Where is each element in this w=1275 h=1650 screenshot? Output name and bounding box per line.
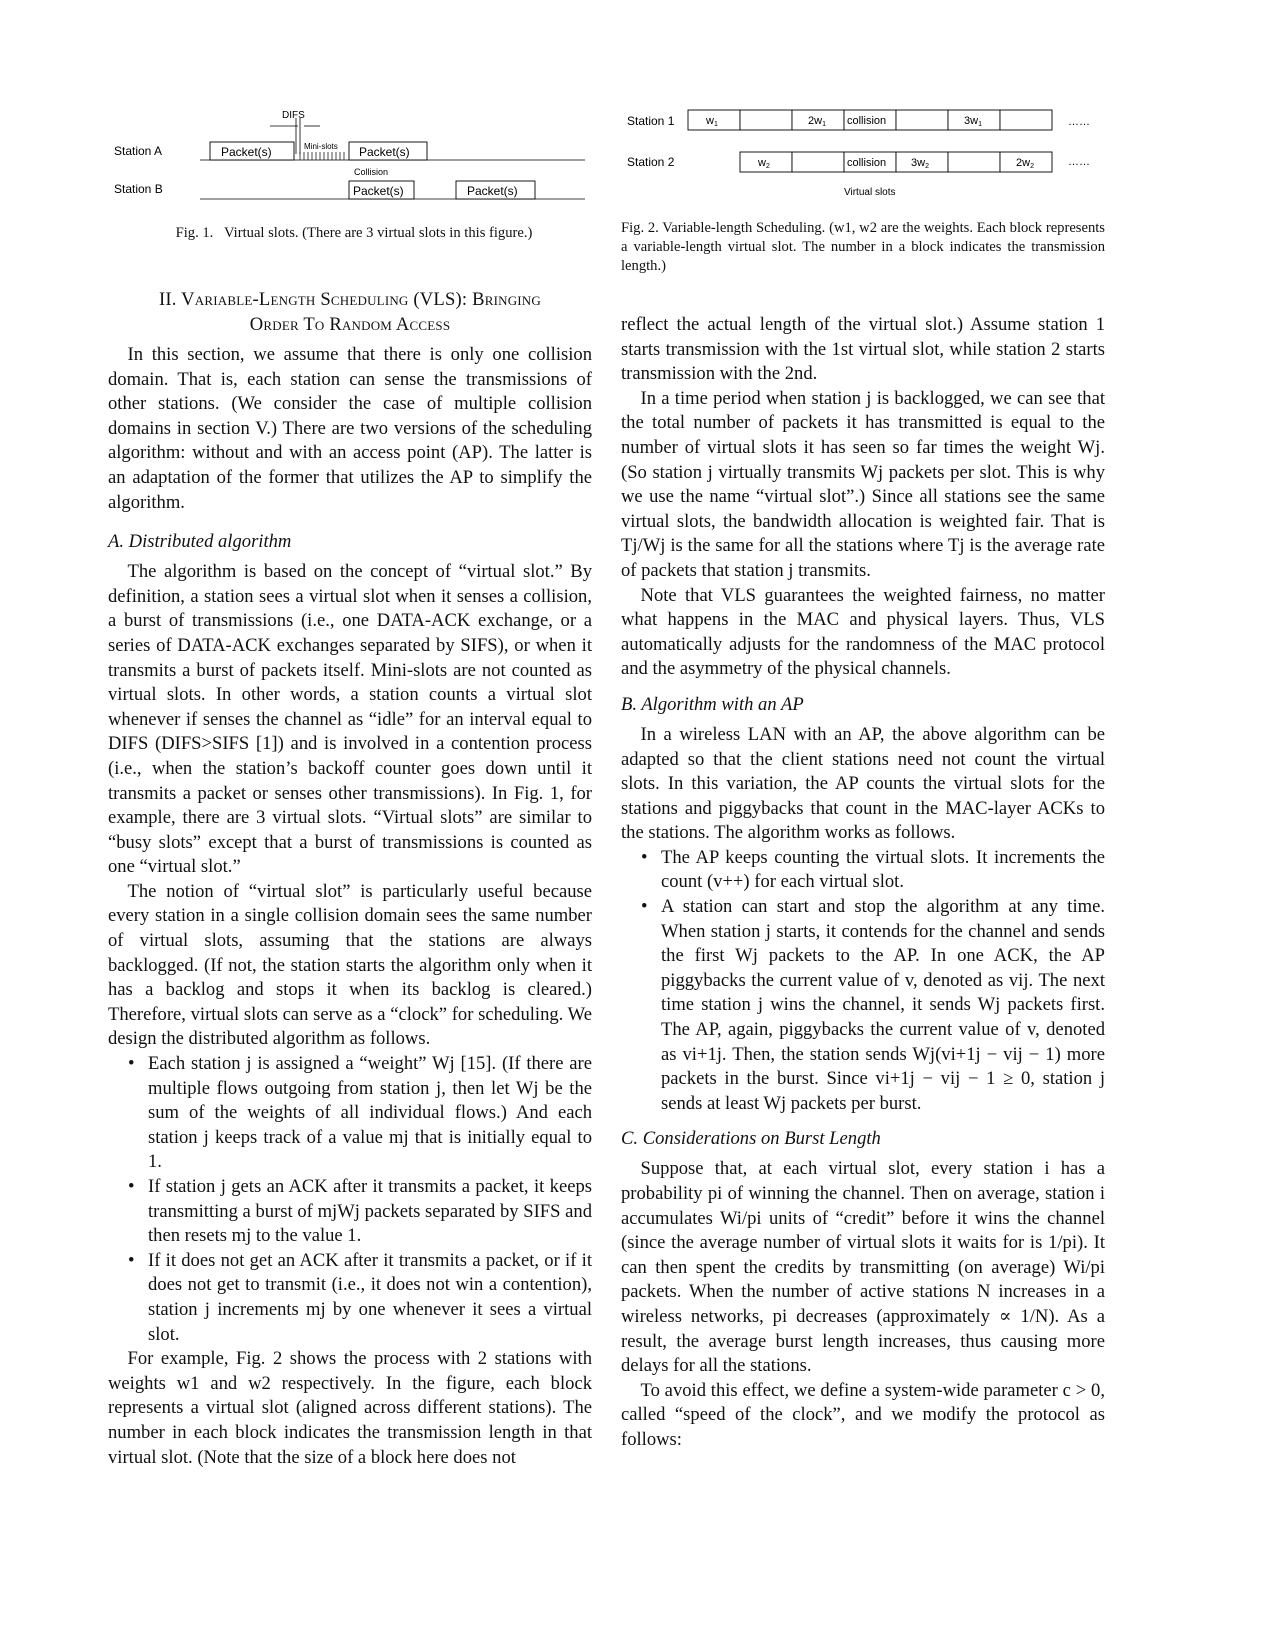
figure-1 xyxy=(110,104,600,208)
virtual-slots-label: Virtual slots xyxy=(844,187,896,198)
station-b-label: Station B xyxy=(114,182,163,196)
distributed-algorithm-list xyxy=(108,1052,592,1347)
ap-algorithm-list xyxy=(621,846,1105,1117)
figure-1-caption: Fig. 1. Virtual slots. (There are 3 virtual slots in this figure.) xyxy=(175,225,533,241)
paragraph-intro: In this section, we assume that there is only one collision domain. That is, each station can sense the transmissions of other stations. (We consider the case of multiple collision domains in section V.) There are two versions of the scheduling algorithm: without and with an access point (AP). The latter is an adaptation of the former that utilizes the AP to simplify the algorithm. xyxy=(108,344,592,513)
station-a-packet-1-label: Packet(s) xyxy=(221,145,272,159)
list-item: • If it does not get an ACK after it transmits a packet, or if it does not get to transmit (i.e., it does not win a contention), station j increments mj by one whenever it sees a virtual slot. xyxy=(148,1249,592,1347)
station-b-packet-1-label: Packet(s) xyxy=(353,184,404,198)
difs-label: DIFS xyxy=(282,110,305,121)
s1-block-4-label: collision xyxy=(847,115,887,127)
station-1-continuation: …… xyxy=(1068,116,1090,128)
section-title-line-2: Order To Random Access xyxy=(249,314,451,335)
mini-slot-ticks xyxy=(300,152,344,160)
mini-slots-label: Mini-slots xyxy=(304,142,338,151)
s1-block-3-label: 2w1 xyxy=(808,115,826,128)
s2-block-4-label: 3w2 xyxy=(911,157,929,170)
station-2-blocks xyxy=(740,152,1052,172)
list-item: • Each station j is assigned a “weight” Wj [15]. (If there are multiple flows outgoing from station j, then let Wj be the sum of the weights of all individual flows.) And each station j keeps track of a value mj that is initially equal to 1. xyxy=(148,1052,592,1175)
s2-block-6-label: 2w2 xyxy=(1016,157,1034,170)
paragraph-burst-length: Suppose that, at each virtual slot, every station i has a probability pi of winning the channel. Then on average, station i accumulates Wi/pi units of “credit” before it wins the channel (since the average number of virtual slots it waits for is 1/pi). It can then spent the credits by transmitting (on average) Wi/pi packets. When the number of active stations N increases in a wireless networks, pi decreases (approximately ∝ 1/N). As a result, the average burst length increases, thus causing more delays for all the stations. xyxy=(621,1158,1105,1377)
station-a-label: Station A xyxy=(114,144,163,158)
figure-2-diagram xyxy=(624,104,1114,204)
paragraph-virtual-slot-definition: The algorithm is based on the concept of “virtual slot.” By definition, a station sees a virtual slot when it senses a collision, a burst of transmissions (i.e., one DATA-ACK exchange, or a series of DATA-ACK exchanges separated by SIFS), or when it transmits a burst of packets itself. Mini-slots are not counted as virtual slots. In other words, a station counts a virtual slot whenever if senses the channel as “idle” for an interval equal to DIFS (DIFS>SIFS [1]) and is involved in a contention process (i.e., when the station’s backoff counter goes down until it transmits a packet or senses other transmissions). In Fig. 1, for example, there are 3 virtual slots. “Virtual slots” are similar to “busy slots” except that a burst of transmissions is counted as one “virtual slot.” xyxy=(108,561,592,878)
paragraph-continuation: reflect the actual length of the virtual slot.) Assume station 1 starts transmission with the 1st virtual slot, while station 2 starts transmission with the 2nd. xyxy=(621,314,1105,385)
s1-block-1-label: w1 xyxy=(706,115,718,128)
station-1-label: Station 1 xyxy=(627,114,675,128)
station-2-continuation: …… xyxy=(1068,156,1090,168)
list-item: • A station can start and stop the algorithm at any time. When station j starts, it contends for the channel and sends the first Wj packets to the AP. In one ACK, the AP piggybacks the current value of v, denoted as vij. The next time station j wins the channel, it sends Wj packets first. The AP, again, piggybacks the current value of v, denoted as vi+1j. Then, the station sends Wj(vi+1j − vij − 1) more packets in the burst. Since vi+1j − vij − 1 ≥ 0, station j sends at least Wj packets per burst. xyxy=(661,895,1105,1116)
s1-block-6-label: 3w1 xyxy=(964,115,982,128)
s2-block-3-label: collision xyxy=(847,157,887,169)
left-column xyxy=(108,287,592,1470)
paragraph-clock-speed: To avoid this effect, we define a system-wide parameter c > 0, called “speed of the clock”, and we modify the protocol as follows: xyxy=(621,1379,1105,1450)
paragraph-example: For example, Fig. 2 shows the process with 2 stations with weights w1 and w2 respectively. In the figure, each block represents a virtual slot (aligned across different stations). The number in each block indicates the transmission length in that virtual slot. (Note that the size of a block here does not xyxy=(108,1348,592,1468)
figure-2 xyxy=(624,104,1114,204)
station-a-packet-2-label: Packet(s) xyxy=(359,145,410,159)
paragraph-virtual-slot-clock: The notion of “virtual slot” is particularly useful because every station in a single collision domain sees the same number of virtual slots, assuming that the stations are always backlogged. (If not, the station starts the algorithm only when it has a backlog and stops it when its backlog is cleared.) Therefore, virtual slots can serve as a “clock” for scheduling. We design the distributed algorithm as follows. xyxy=(108,880,592,1050)
figure-2-caption: Fig. 2. Variable-length Scheduling. (w1, w2 are the weights. Each block represents a variable-length virtual slot. The number in a block indicates the transmission length.) xyxy=(621,220,1105,274)
paragraph-ap-variant: In a wireless LAN with an AP, the above algorithm can be adapted so that the client stations need not count the virtual slots. In this variation, the AP counts the virtual slots for the stations and piggybacks that count in the MAC-layer ACKs to the stations. The algorithm works as follows. xyxy=(621,723,1105,844)
list-item: • If station j gets an ACK after it transmits a packet, it keeps transmitting a burst of mjWj packets separated by SIFS and then resets mj to the value 1. xyxy=(148,1175,592,1249)
station-b-packet-2-label: Packet(s) xyxy=(467,184,518,198)
list-item: • The AP keeps counting the virtual slots. It increments the count (v++) for each virtual slot. xyxy=(661,846,1105,895)
right-column xyxy=(621,313,1105,1453)
paragraph-weighted-fair: In a time period when station j is backlogged, we can see that the total number of packets it has transmitted is equal to the number of virtual slots it has seen so far times the weight Wj. (So station j virtually transmits Wj packets per slot. This is why we use the name “virtual slot”.) Since all stations see the same virtual slots, the bandwidth allocation is weighted fair. That is Tj/Wj is the same for all the stations where Tj is the average rate of packets that station j transmits. xyxy=(621,387,1105,581)
collision-label: Collision xyxy=(354,167,389,177)
subsection-c-heading: C. Considerations on Burst Length xyxy=(621,1128,881,1150)
s2-block-1-label: w2 xyxy=(758,157,770,170)
subsection-b-heading: B. Algorithm with an AP xyxy=(621,693,804,715)
subsection-a-heading: A. Distributed algorithm xyxy=(108,531,292,553)
figure-1-diagram xyxy=(110,104,600,208)
paragraph-vls-guarantee: Note that VLS guarantees the weighted fairness, no matter what happens in the MAC and physical layers. Thus, VLS automatically adjusts for the randomness of the MAC protocol and the asymmetry of the physical channels. xyxy=(621,584,1105,680)
station-2-label: Station 2 xyxy=(627,155,675,169)
section-title-line-1: II. Variable-Length Scheduling (VLS): Bringing xyxy=(159,289,541,310)
